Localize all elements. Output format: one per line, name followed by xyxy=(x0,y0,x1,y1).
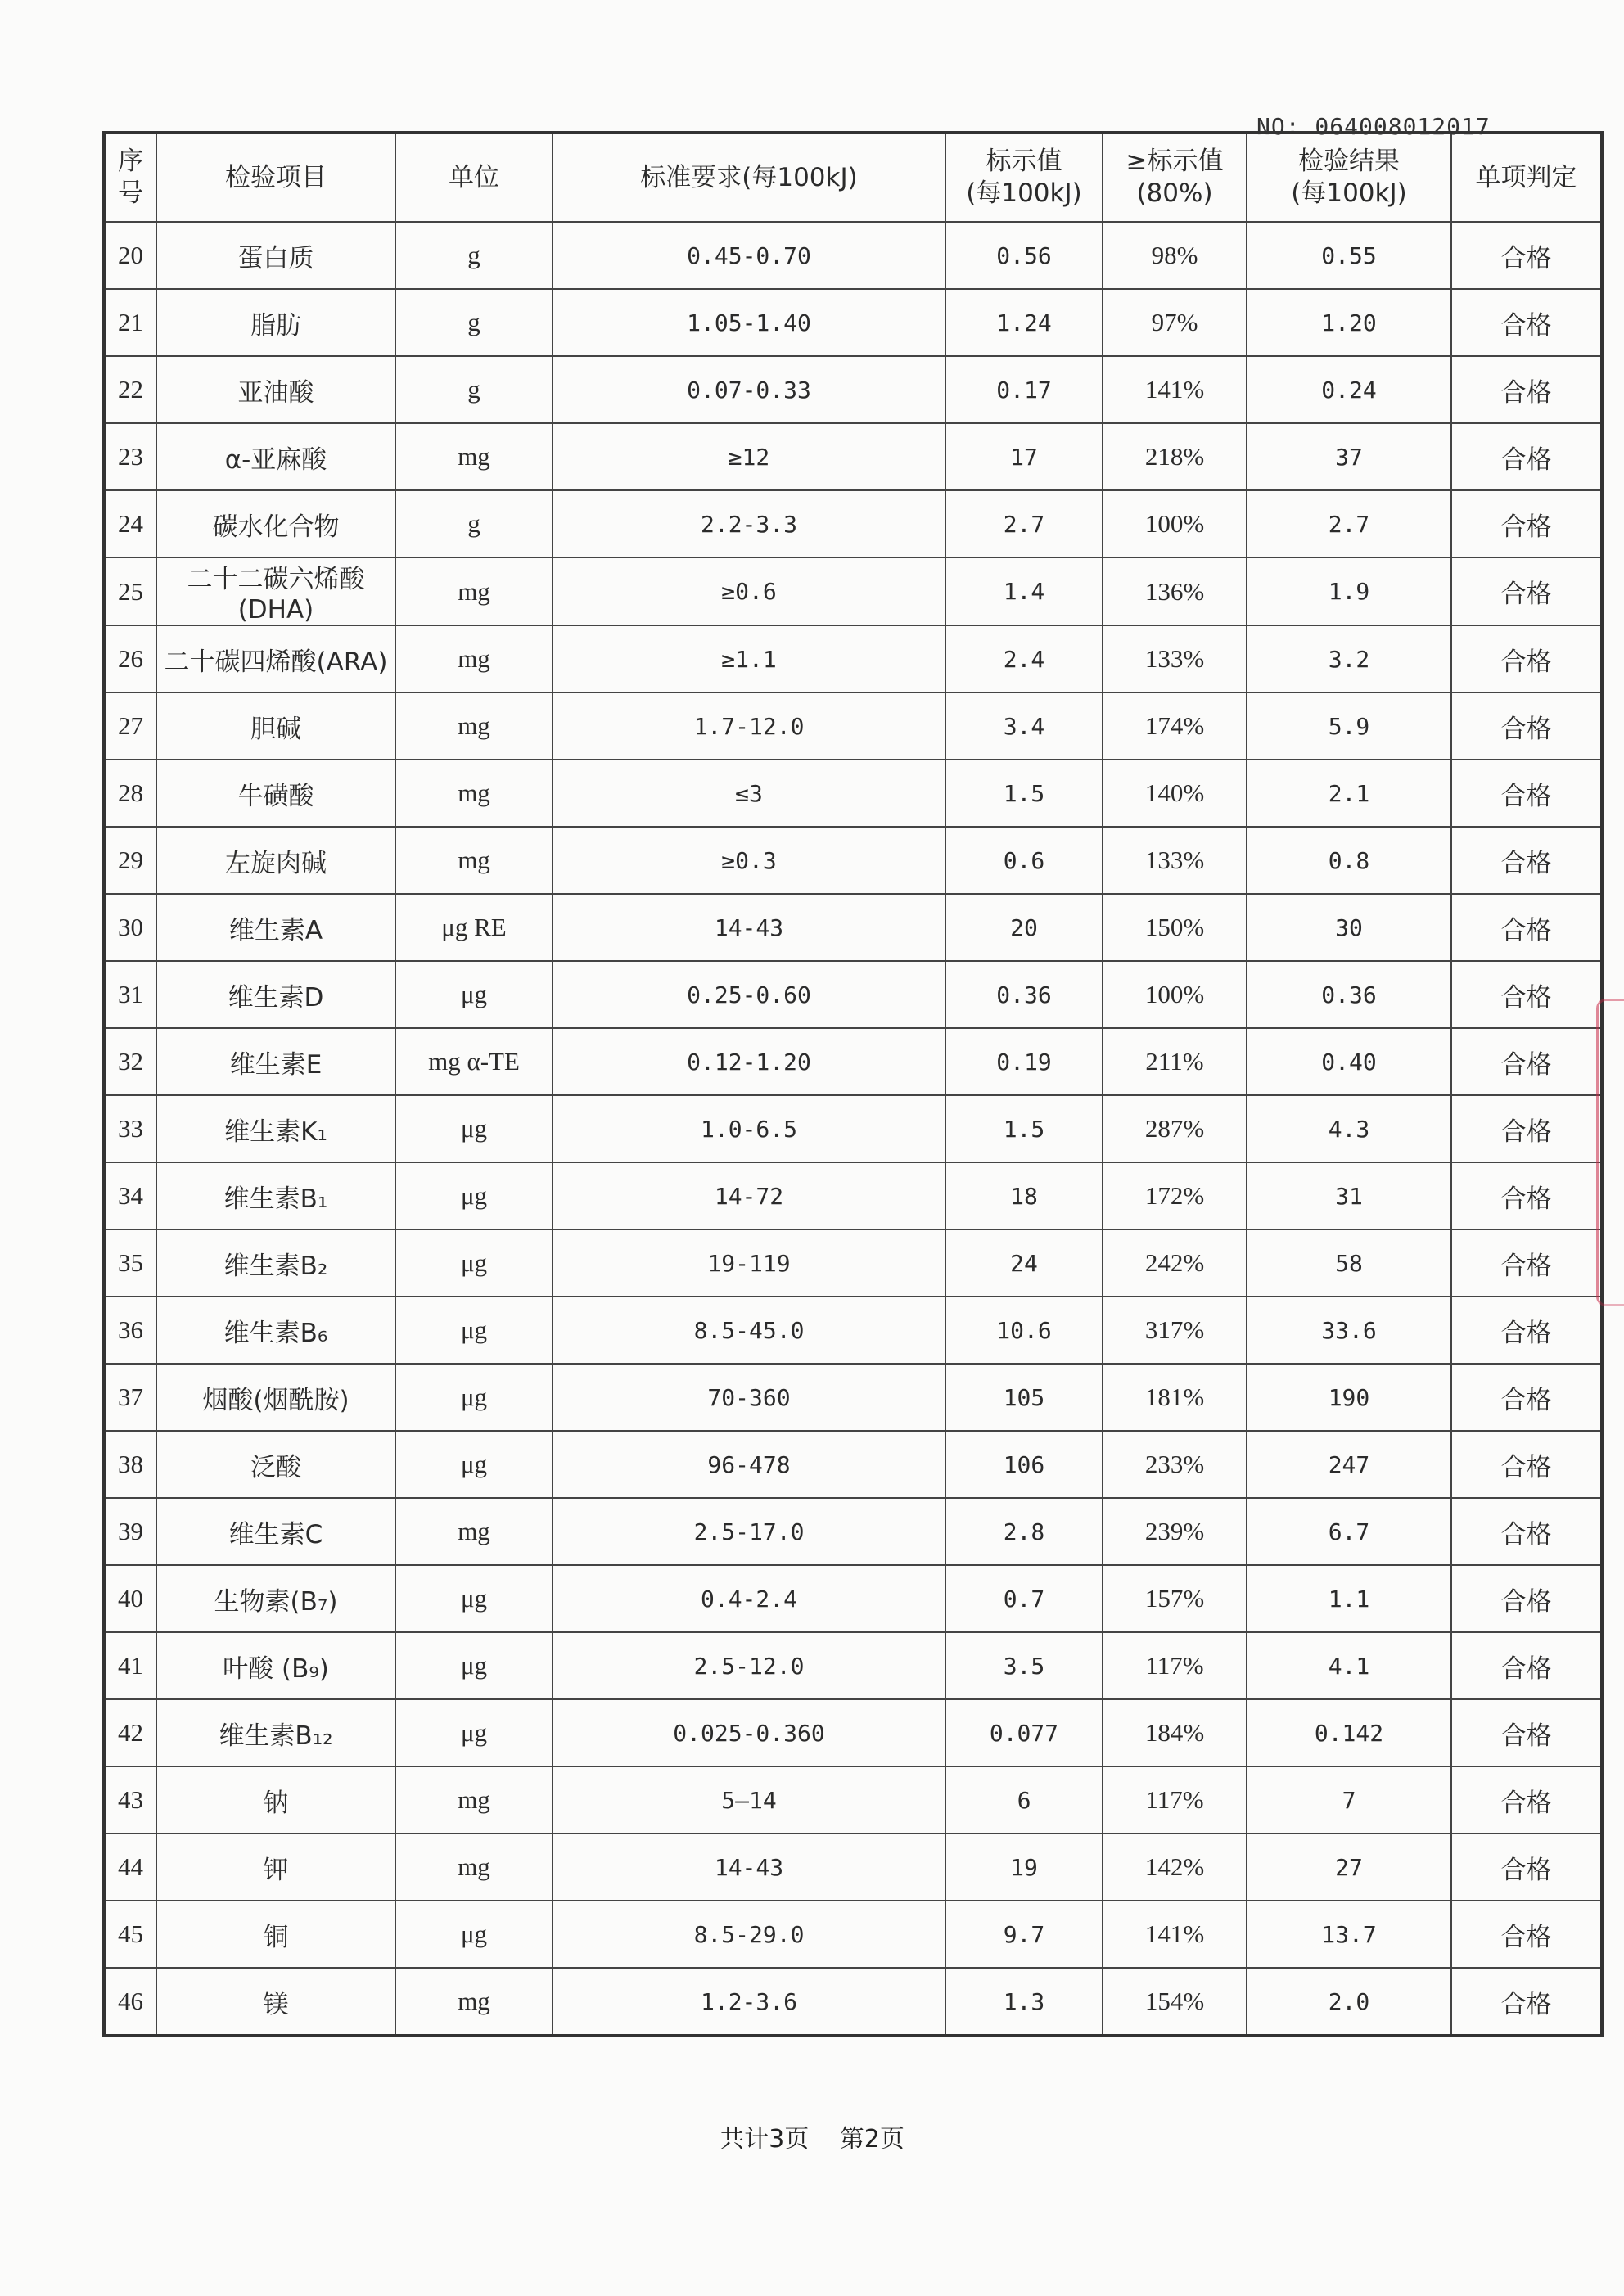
cell-standard: 0.45-0.70 xyxy=(553,222,945,289)
cell-unit: μg xyxy=(395,1162,553,1229)
table-row xyxy=(104,1632,1602,1699)
cell-result: 37 xyxy=(1247,423,1451,490)
cell-verdict: 合格 xyxy=(1451,692,1602,760)
cell-label-value: 0.077 xyxy=(945,1699,1103,1766)
cell-unit: mg xyxy=(395,760,553,827)
cell-ratio: 140% xyxy=(1103,760,1247,827)
table-row xyxy=(104,1028,1602,1095)
cell-label-value: 20 xyxy=(945,894,1103,961)
table-row xyxy=(104,1229,1602,1297)
cell-item: 泛酸 xyxy=(156,1431,395,1498)
cell-item: 脂肪 xyxy=(156,289,395,356)
cell-ratio: 133% xyxy=(1103,625,1247,692)
cell-result: 7 xyxy=(1247,1766,1451,1834)
cell-item: 维生素D xyxy=(156,961,395,1028)
cell-item: 维生素A xyxy=(156,894,395,961)
cell-label-value: 2.7 xyxy=(945,490,1103,557)
cell-item: 生物素(B₇) xyxy=(156,1565,395,1632)
header-label-value xyxy=(945,133,1103,222)
cell-seq: 42 xyxy=(104,1699,156,1766)
cell-verdict: 合格 xyxy=(1451,1431,1602,1498)
cell-verdict: 合格 xyxy=(1451,1498,1602,1565)
cell-standard: 96-478 xyxy=(553,1431,945,1498)
cell-result: 0.36 xyxy=(1247,961,1451,1028)
cell-verdict: 合格 xyxy=(1451,1632,1602,1699)
header-verdict: 单项判定 xyxy=(1451,133,1602,222)
cell-unit: mg xyxy=(395,1968,553,2036)
cell-item: 牛磺酸 xyxy=(156,760,395,827)
cell-item: 铜 xyxy=(156,1901,395,1968)
header-unit: 单位 xyxy=(395,133,553,222)
cell-label-value: 2.4 xyxy=(945,625,1103,692)
cell-ratio: 154% xyxy=(1103,1968,1247,2036)
cell-standard: 0.025-0.360 xyxy=(553,1699,945,1766)
cell-standard: 2.5-12.0 xyxy=(553,1632,945,1699)
cell-ratio: 141% xyxy=(1103,1901,1247,1968)
cell-ratio: 141% xyxy=(1103,356,1247,423)
cell-verdict: 合格 xyxy=(1451,1297,1602,1364)
cell-verdict: 合格 xyxy=(1451,1968,1602,2036)
cell-verdict: 合格 xyxy=(1451,1095,1602,1162)
cell-unit: g xyxy=(395,356,553,423)
cell-label-value: 106 xyxy=(945,1431,1103,1498)
cell-label-value: 3.4 xyxy=(945,692,1103,760)
cell-label-value: 105 xyxy=(945,1364,1103,1431)
table-row xyxy=(104,356,1602,423)
cell-label-value: 1.5 xyxy=(945,760,1103,827)
cell-seq: 27 xyxy=(104,692,156,760)
header-ratio xyxy=(1103,133,1247,222)
cell-seq: 38 xyxy=(104,1431,156,1498)
cell-standard: 0.12-1.20 xyxy=(553,1028,945,1095)
cell-standard: 1.0-6.5 xyxy=(553,1095,945,1162)
footer-current-page: 第2页 xyxy=(839,2125,904,2154)
cell-seq: 29 xyxy=(104,827,156,894)
cell-ratio: 242% xyxy=(1103,1229,1247,1297)
cell-standard: 1.2-3.6 xyxy=(553,1968,945,2036)
cell-ratio: 142% xyxy=(1103,1834,1247,1901)
cell-item: 维生素B₂ xyxy=(156,1229,395,1297)
cell-ratio: 100% xyxy=(1103,490,1247,557)
cell-ratio: 117% xyxy=(1103,1766,1247,1834)
cell-result: 1.1 xyxy=(1247,1565,1451,1632)
cell-seq: 28 xyxy=(104,760,156,827)
cell-item: 钠 xyxy=(156,1766,395,1834)
cell-verdict: 合格 xyxy=(1451,289,1602,356)
cell-verdict: 合格 xyxy=(1451,557,1602,625)
header-result-line1: 检验结果 xyxy=(1298,147,1400,177)
table-row xyxy=(104,289,1602,356)
cell-unit: g xyxy=(395,289,553,356)
cell-unit: μg xyxy=(395,961,553,1028)
cell-seq: 35 xyxy=(104,1229,156,1297)
cell-unit: μg xyxy=(395,1431,553,1498)
cell-ratio: 218% xyxy=(1103,423,1247,490)
cell-seq: 36 xyxy=(104,1297,156,1364)
cell-label-value: 6 xyxy=(945,1766,1103,1834)
cell-item: 维生素B₆ xyxy=(156,1297,395,1364)
cell-result: 6.7 xyxy=(1247,1498,1451,1565)
cell-unit: mg xyxy=(395,1498,553,1565)
cell-result: 33.6 xyxy=(1247,1297,1451,1364)
cell-seq: 34 xyxy=(104,1162,156,1229)
page-footer xyxy=(0,2118,1624,2154)
cell-verdict: 合格 xyxy=(1451,222,1602,289)
cell-seq: 37 xyxy=(104,1364,156,1431)
cell-item: 维生素E xyxy=(156,1028,395,1095)
table-row xyxy=(104,894,1602,961)
cell-item: 二十二碳六烯酸(DHA) xyxy=(156,557,395,625)
cell-unit: mg xyxy=(395,557,553,625)
cell-ratio: 287% xyxy=(1103,1095,1247,1162)
cell-result: 4.3 xyxy=(1247,1095,1451,1162)
cell-standard: ≥0.6 xyxy=(553,557,945,625)
cell-standard: ≥12 xyxy=(553,423,945,490)
cell-seq: 41 xyxy=(104,1632,156,1699)
cell-item: 镁 xyxy=(156,1968,395,2036)
cell-verdict: 合格 xyxy=(1451,1699,1602,1766)
cell-verdict: 合格 xyxy=(1451,961,1602,1028)
cell-result: 0.142 xyxy=(1247,1699,1451,1766)
cell-verdict: 合格 xyxy=(1451,760,1602,827)
cell-unit: g xyxy=(395,222,553,289)
cell-seq: 39 xyxy=(104,1498,156,1565)
cell-standard: ≥0.3 xyxy=(553,827,945,894)
cell-result: 0.24 xyxy=(1247,356,1451,423)
footer-total-pages: 共计3页 xyxy=(720,2125,810,2154)
table-row xyxy=(104,692,1602,760)
table-row xyxy=(104,1565,1602,1632)
cell-item: α-亚麻酸 xyxy=(156,423,395,490)
cell-seq: 45 xyxy=(104,1901,156,1968)
cell-label-value: 0.6 xyxy=(945,827,1103,894)
cell-verdict: 合格 xyxy=(1451,1565,1602,1632)
cell-item: 二十碳四烯酸(ARA) xyxy=(156,625,395,692)
cell-result: 1.20 xyxy=(1247,289,1451,356)
header-label-value-line1: 标示值 xyxy=(986,147,1062,177)
cell-unit: μg xyxy=(395,1632,553,1699)
cell-seq: 40 xyxy=(104,1565,156,1632)
cell-ratio: 100% xyxy=(1103,961,1247,1028)
cell-verdict: 合格 xyxy=(1451,1364,1602,1431)
cell-ratio: 184% xyxy=(1103,1699,1247,1766)
cell-item: 亚油酸 xyxy=(156,356,395,423)
cell-unit: μg xyxy=(395,1229,553,1297)
table-header-row xyxy=(104,133,1602,222)
cell-standard: 19-119 xyxy=(553,1229,945,1297)
cell-result: 58 xyxy=(1247,1229,1451,1297)
cell-unit: μg xyxy=(395,1095,553,1162)
cell-label-value: 0.56 xyxy=(945,222,1103,289)
cell-item: 叶酸 (B₉) xyxy=(156,1632,395,1699)
cell-label-value: 0.17 xyxy=(945,356,1103,423)
cell-standard: 2.5-17.0 xyxy=(553,1498,945,1565)
cell-ratio: 174% xyxy=(1103,692,1247,760)
cell-result: 247 xyxy=(1247,1431,1451,1498)
cell-result: 0.55 xyxy=(1247,222,1451,289)
cell-verdict: 合格 xyxy=(1451,1028,1602,1095)
red-seal-stamp xyxy=(1596,999,1624,1306)
cell-result: 31 xyxy=(1247,1162,1451,1229)
cell-seq: 21 xyxy=(104,289,156,356)
cell-ratio: 172% xyxy=(1103,1162,1247,1229)
cell-label-value: 2.8 xyxy=(945,1498,1103,1565)
cell-result: 1.9 xyxy=(1247,557,1451,625)
cell-verdict: 合格 xyxy=(1451,625,1602,692)
cell-result: 2.0 xyxy=(1247,1968,1451,2036)
cell-verdict: 合格 xyxy=(1451,1162,1602,1229)
table-row xyxy=(104,760,1602,827)
cell-verdict: 合格 xyxy=(1451,356,1602,423)
cell-item: 胆碱 xyxy=(156,692,395,760)
cell-ratio: 136% xyxy=(1103,557,1247,625)
cell-standard: 14-43 xyxy=(553,1834,945,1901)
cell-unit: μg RE xyxy=(395,894,553,961)
table-row xyxy=(104,1901,1602,1968)
cell-result: 13.7 xyxy=(1247,1901,1451,1968)
cell-label-value: 1.24 xyxy=(945,289,1103,356)
cell-verdict: 合格 xyxy=(1451,1766,1602,1834)
cell-verdict: 合格 xyxy=(1451,894,1602,961)
cell-unit: μg xyxy=(395,1565,553,1632)
cell-unit: mg xyxy=(395,692,553,760)
cell-item: 烟酸(烟酰胺) xyxy=(156,1364,395,1431)
cell-unit: μg xyxy=(395,1901,553,1968)
table-row xyxy=(104,1162,1602,1229)
cell-verdict: 合格 xyxy=(1451,423,1602,490)
cell-seq: 26 xyxy=(104,625,156,692)
cell-label-value: 1.4 xyxy=(945,557,1103,625)
cell-item: 维生素K₁ xyxy=(156,1095,395,1162)
cell-seq: 43 xyxy=(104,1766,156,1834)
cell-ratio: 233% xyxy=(1103,1431,1247,1498)
cell-seq: 25 xyxy=(104,557,156,625)
cell-ratio: 211% xyxy=(1103,1028,1247,1095)
table-row xyxy=(104,1699,1602,1766)
cell-seq: 44 xyxy=(104,1834,156,1901)
cell-seq: 30 xyxy=(104,894,156,961)
cell-seq: 23 xyxy=(104,423,156,490)
header-standard: 标准要求(每100kJ) xyxy=(553,133,945,222)
cell-unit: mg xyxy=(395,1766,553,1834)
cell-ratio: 133% xyxy=(1103,827,1247,894)
table-row xyxy=(104,1968,1602,2036)
cell-seq: 22 xyxy=(104,356,156,423)
cell-result: 2.1 xyxy=(1247,760,1451,827)
cell-verdict: 合格 xyxy=(1451,490,1602,557)
cell-label-value: 3.5 xyxy=(945,1632,1103,1699)
cell-seq: 46 xyxy=(104,1968,156,2036)
cell-result: 4.1 xyxy=(1247,1632,1451,1699)
cell-label-value: 0.7 xyxy=(945,1565,1103,1632)
cell-ratio: 181% xyxy=(1103,1364,1247,1431)
header-label-value-line2: (每100kJ) xyxy=(966,178,1082,208)
cell-label-value: 24 xyxy=(945,1229,1103,1297)
cell-label-value: 9.7 xyxy=(945,1901,1103,1968)
cell-label-value: 0.36 xyxy=(945,961,1103,1028)
cell-ratio: 150% xyxy=(1103,894,1247,961)
cell-unit: mg xyxy=(395,625,553,692)
cell-item: 维生素B₁ xyxy=(156,1162,395,1229)
cell-standard: 0.25-0.60 xyxy=(553,961,945,1028)
cell-unit: μg xyxy=(395,1297,553,1364)
header-seq: 序号 xyxy=(104,133,156,222)
cell-ratio: 157% xyxy=(1103,1565,1247,1632)
cell-result: 5.9 xyxy=(1247,692,1451,760)
table-row xyxy=(104,222,1602,289)
cell-label-value: 1.3 xyxy=(945,1968,1103,2036)
cell-label-value: 1.5 xyxy=(945,1095,1103,1162)
table-row xyxy=(104,1766,1602,1834)
cell-result: 0.40 xyxy=(1247,1028,1451,1095)
table-row xyxy=(104,1095,1602,1162)
cell-unit: mg xyxy=(395,827,553,894)
table-row xyxy=(104,557,1602,625)
cell-verdict: 合格 xyxy=(1451,827,1602,894)
cell-standard: 0.4-2.4 xyxy=(553,1565,945,1632)
table-row xyxy=(104,961,1602,1028)
cell-ratio: 98% xyxy=(1103,222,1247,289)
header-result-line2: (每100kJ) xyxy=(1291,178,1407,208)
header-ratio-line2: (80%) xyxy=(1136,178,1213,208)
table-body xyxy=(104,222,1602,2036)
table-row xyxy=(104,1364,1602,1431)
cell-seq: 32 xyxy=(104,1028,156,1095)
cell-item: 左旋肉碱 xyxy=(156,827,395,894)
cell-standard: 5—14 xyxy=(553,1766,945,1834)
cell-unit: g xyxy=(395,490,553,557)
cell-result: 0.8 xyxy=(1247,827,1451,894)
cell-standard: 1.05-1.40 xyxy=(553,289,945,356)
cell-label-value: 0.19 xyxy=(945,1028,1103,1095)
cell-standard: 14-43 xyxy=(553,894,945,961)
cell-ratio: 117% xyxy=(1103,1632,1247,1699)
cell-verdict: 合格 xyxy=(1451,1229,1602,1297)
cell-standard: ≤3 xyxy=(553,760,945,827)
cell-result: 190 xyxy=(1247,1364,1451,1431)
table-row xyxy=(104,625,1602,692)
cell-standard: 14-72 xyxy=(553,1162,945,1229)
header-result xyxy=(1247,133,1451,222)
cell-label-value: 17 xyxy=(945,423,1103,490)
table-row xyxy=(104,1431,1602,1498)
document-number: NO: 064008012017 xyxy=(1256,113,1491,140)
cell-ratio: 239% xyxy=(1103,1498,1247,1565)
cell-verdict: 合格 xyxy=(1451,1901,1602,1968)
cell-unit: mg xyxy=(395,1834,553,1901)
cell-result: 27 xyxy=(1247,1834,1451,1901)
cell-unit: mg α-TE xyxy=(395,1028,553,1095)
table-row xyxy=(104,423,1602,490)
cell-standard: 0.07-0.33 xyxy=(553,356,945,423)
cell-standard: 70-360 xyxy=(553,1364,945,1431)
cell-item: 维生素B₁₂ xyxy=(156,1699,395,1766)
header-item: 检验项目 xyxy=(156,133,395,222)
cell-result: 3.2 xyxy=(1247,625,1451,692)
cell-seq: 31 xyxy=(104,961,156,1028)
cell-standard: 1.7-12.0 xyxy=(553,692,945,760)
table-row xyxy=(104,1498,1602,1565)
cell-item: 钾 xyxy=(156,1834,395,1901)
cell-standard: 8.5-29.0 xyxy=(553,1901,945,1968)
cell-label-value: 19 xyxy=(945,1834,1103,1901)
cell-standard: 8.5-45.0 xyxy=(553,1297,945,1364)
cell-label-value: 18 xyxy=(945,1162,1103,1229)
table-row xyxy=(104,1834,1602,1901)
cell-unit: μg xyxy=(395,1699,553,1766)
cell-unit: mg xyxy=(395,423,553,490)
cell-standard: 2.2-3.3 xyxy=(553,490,945,557)
cell-ratio: 97% xyxy=(1103,289,1247,356)
cell-item: 碳水化合物 xyxy=(156,490,395,557)
table-row xyxy=(104,490,1602,557)
cell-ratio: 317% xyxy=(1103,1297,1247,1364)
table-row xyxy=(104,827,1602,894)
header-ratio-line1: ≥标示值 xyxy=(1126,147,1224,177)
cell-item: 维生素C xyxy=(156,1498,395,1565)
cell-standard: ≥1.1 xyxy=(553,625,945,692)
cell-label-value: 10.6 xyxy=(945,1297,1103,1364)
cell-seq: 24 xyxy=(104,490,156,557)
cell-result: 30 xyxy=(1247,894,1451,961)
inspection-results-table xyxy=(102,131,1604,2037)
cell-seq: 33 xyxy=(104,1095,156,1162)
cell-result: 2.7 xyxy=(1247,490,1451,557)
table-row xyxy=(104,1297,1602,1364)
cell-seq: 20 xyxy=(104,222,156,289)
cell-verdict: 合格 xyxy=(1451,1834,1602,1901)
cell-unit: μg xyxy=(395,1364,553,1431)
cell-item: 蛋白质 xyxy=(156,222,395,289)
